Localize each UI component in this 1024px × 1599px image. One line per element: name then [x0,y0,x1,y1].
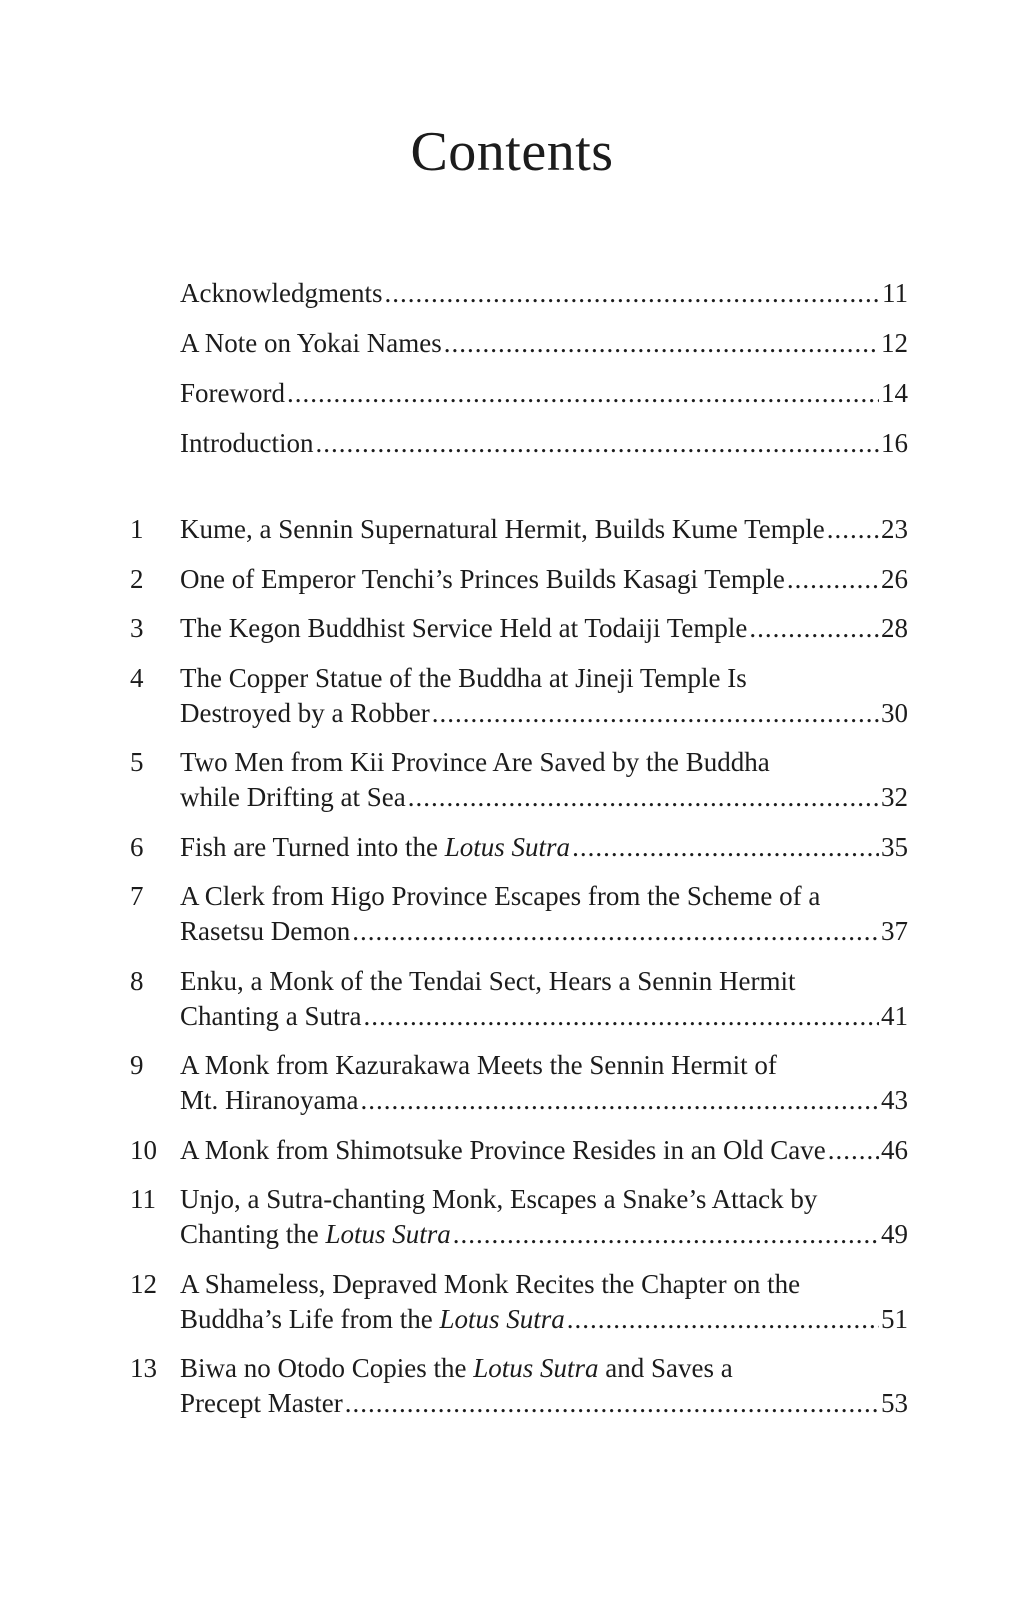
chapter-title-line-2: Chanting a Sutra [180,1000,362,1031]
chapter-number: 4 [130,662,144,693]
toc-entry-page: 11 [882,278,908,308]
dot-leader [408,780,879,815]
front-matter-list [180,278,908,478]
chapter-page: 26 [881,563,908,594]
toc-chapter-5[interactable] [130,745,908,815]
chapter-page: 35 [881,831,908,862]
chapter-title-text: Fish are Turned into the [180,831,445,862]
chapter-page: 46 [881,1134,908,1165]
chapter-number: 1 [130,514,144,544]
chapter-title [180,830,570,865]
toc-chapter-2[interactable] [130,562,908,597]
toc-chapter-12[interactable] [130,1267,908,1337]
chapter-page: 30 [881,697,908,728]
dot-leader [384,278,880,309]
chapter-number: 5 [130,747,144,777]
toc-entry-acknowledgments[interactable] [180,278,908,328]
toc-entry-page: 14 [881,378,908,408]
chapter-title-italic: Lotus Sutra [444,831,571,862]
chapter-page: 23 [881,514,908,544]
dot-leader [828,1133,879,1168]
toc-entry-title: Acknowledgments [180,278,383,308]
chapter-title-text: and Saves a [598,1353,733,1383]
chapter-title: One of Emperor Tenchi’s Princes Builds Kasagi Temple [180,563,785,594]
chapter-page: 51 [881,1303,908,1334]
chapter-page: 41 [881,1000,908,1031]
dot-leader [453,1217,879,1252]
toc-entry-title: Introduction [180,428,314,458]
dot-leader [315,428,879,459]
toc-chapter-4[interactable] [130,661,908,731]
chapter-title: The Kegon Buddhist Service Held at Todaiji Temple [180,613,748,643]
chapter-title-line-1: A Clerk from Higo Province Escapes from the Scheme of a [180,881,821,911]
chapter-title-line-2 [180,1302,565,1337]
dot-leader [567,1302,879,1337]
chapter-page: 43 [881,1085,908,1115]
dot-leader [432,696,879,731]
toc-entry-introduction[interactable] [180,428,908,478]
chapter-number: 2 [130,563,144,594]
toc-chapter-3[interactable] [130,611,908,646]
dot-leader [827,512,879,547]
dot-leader [572,830,879,865]
chapter-title-line-2: Mt. Hiranoyama [180,1085,359,1115]
chapter-number: 9 [130,1050,144,1080]
toc-chapter-11[interactable] [130,1182,908,1252]
chapter-title-line-1: A Shameless, Depraved Monk Recites the Chapter on the [180,1268,801,1299]
chapter-page: 32 [881,782,908,812]
chapter-page: 37 [881,916,908,946]
chapter-list [130,512,908,1436]
chapter-title-line-1: Unjo, a Sutra-chanting Monk, Escapes a Snake’s Attack by [180,1184,818,1214]
chapter-number: 10 [130,1134,157,1165]
dot-leader [345,1386,879,1421]
chapter-page: 49 [881,1219,908,1249]
toc-chapter-9[interactable] [130,1048,908,1118]
chapter-page: 28 [881,613,908,643]
toc-chapter-7[interactable] [130,879,908,949]
toc-entry-title: Foreword [180,378,285,408]
dot-leader [360,1083,879,1118]
chapter-number: 13 [130,1353,157,1383]
dot-leader [444,328,879,359]
toc-entry-note-on-yokai-names[interactable] [180,328,908,378]
page-title: Contents [410,121,614,183]
toc-entry-title: A Note on Yokai Names [180,328,442,358]
dot-leader [749,611,879,646]
chapter-title-italic: Lotus Sutra [473,1353,599,1383]
dot-leader [363,999,879,1034]
dot-leader [787,562,879,597]
chapter-title-line-1: A Monk from Kazurakawa Meets the Sennin Hermit of [180,1050,777,1080]
chapter-title-text: Biwa no Otodo Copies the [180,1353,474,1383]
chapter-title-line-1: The Copper Statue of the Buddha at Jineji Temple Is [180,662,747,693]
chapter-number: 6 [130,831,144,862]
chapter-number: 12 [130,1268,157,1299]
dot-leader [352,914,879,949]
chapter-title-line-2: Precept Master [180,1388,343,1418]
chapter-title-text: Buddha’s Life from the [180,1303,440,1334]
chapter-title: A Monk from Shimotsuke Province Resides in an Old Cave [180,1134,826,1165]
chapter-title: Kume, a Sennin Supernatural Hermit, Builds Kume Temple [180,514,825,544]
chapter-title-line-1: Enku, a Monk of the Tendai Sect, Hears a Sennin Hermit [180,965,796,996]
toc-chapter-1[interactable] [130,512,908,547]
chapter-number: 7 [130,881,144,911]
chapter-title-line-2: Rasetsu Demon [180,916,351,946]
toc-entry-foreword[interactable] [180,378,908,428]
chapter-number: 11 [130,1184,156,1214]
toc-entry-page: 16 [881,428,908,458]
chapter-title-line-1: Two Men from Kii Province Are Saved by the Buddha [180,747,770,777]
chapter-number: 8 [130,965,144,996]
toc-chapter-8[interactable] [130,964,908,1034]
chapter-title-text: Chanting the [180,1219,326,1249]
toc-chapter-10[interactable] [130,1133,908,1168]
toc-chapter-13[interactable] [130,1351,908,1421]
chapter-title-line-2: while Drifting at Sea [180,782,406,812]
chapter-title-line-2: Destroyed by a Robber [180,697,430,728]
chapter-number: 3 [130,613,144,643]
toc-entry-page: 12 [881,328,908,358]
chapter-title-line-1 [180,1351,908,1386]
chapter-page: 53 [881,1388,908,1418]
chapter-title-line-2 [180,1217,451,1252]
chapter-title-italic: Lotus Sutra [325,1219,451,1249]
toc-chapter-6[interactable] [130,830,908,865]
chapter-title-italic: Lotus Sutra [439,1303,565,1334]
dot-leader [287,378,879,409]
